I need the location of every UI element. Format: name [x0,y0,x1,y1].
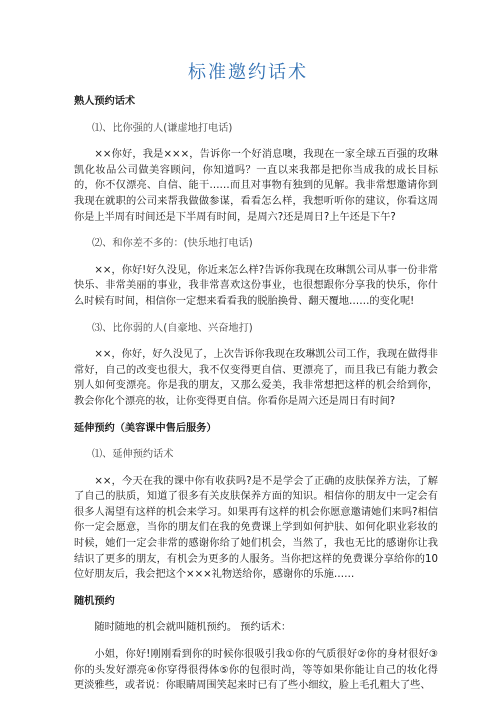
section-heading: 延伸预约（美容课中售后服务） [74,422,217,434]
subheading: ⑴、比你强的人(谦虚地打电话) [92,122,233,134]
section-heading: 熟人预约话术 [74,96,136,107]
paragraph: ××，你好!好久没见，你近来怎么样?告诉你我现在玫琳凯公司从事一份非常快乐、非常美丽的事业，我非常喜欢这份事业，也很想跟你分享我的快乐，你什么时候有时间，相信你一定想来看看我的脱胎换骨、翻天覆地……的变化呢! [74,264,438,307]
section-heading: 随机预约 [74,595,115,607]
subheading: ⑴、延伸预约话术 [92,449,174,461]
paragraph: ××，今天在我的课中你有收获吗?是不是学会了正确的皮肤保养方法，了解了自己的肤质，知道了很多有关皮肤保养方面的知识。相信你的朋友中一定会有很多人渴望有这样的机会来学习。如果再有这样的机会你愿意邀请她们来吗?相信你一定会愿意，当你的朋友们在我的免费课上学到如何护肤、如何化职业彩妆的时候，她们一定会非常的感谢你给了她们机会，当然了，我也无比的感谢你让我结识了更多的朋友，有机会为更多的人服务。当你把这样的免费课分享给你的10位好朋友后，我会把这个×××礼物送给你，感谢你的乐施…… [74,475,438,581]
subheading: ⑵、和你差不多的：(快乐地打电话) [92,238,253,250]
document-body [74,94,438,705]
paragraph: 小姐，你好!刚刚看到你的时候你很吸引我①你的气质很好②你的身材很好③你的头发好漂亮④你穿得很得体⑤你的包很时尚，等等如果你能让自己的妆化得更淡雅些，或者说：你眼睛周围笑起来时已有了些小细纹，脸上毛孔粗大了些、 [74,649,438,692]
page-title: 标准邀约话术 [188,62,308,83]
subheading: ⑶、比你弱的人(自豪地、兴奋地打) [92,322,253,334]
paragraph: 随时随地的机会就叫随机预约。 预约话术： [94,622,292,634]
paragraph: ××，你好，好久没见了，上次告诉你我现在玫琳凯公司工作，我现在做得非常好，自己的改变也很大，我不仅变得更自信、更漂亮了，而且我已有能力教会别人如何变漂亮。你是我的朋友，又那么爱美，我非常想把这样的机会给到你，教会你化个漂亮的妆，让你变得更自信。你看你是周六还是周日有时间? [74,349,438,407]
paragraph: ××你好，我是×××，告诉你一个好消息噢，我现在一家全球五百强的玫琳凯化妆品公司做美容顾问，你知道吗？一直以来我都是把你当成我的成长目标的，你不仅漂亮、自信、能干……而且对事物有独到的见解。我非常想邀请你到我现在就职的公司来帮我做做参谋，看看怎么样，我想听听你的建议，你看这周你是上半周有时间还是下半周有时间，是周六?还是周日?上午还是下午? [74,149,438,223]
